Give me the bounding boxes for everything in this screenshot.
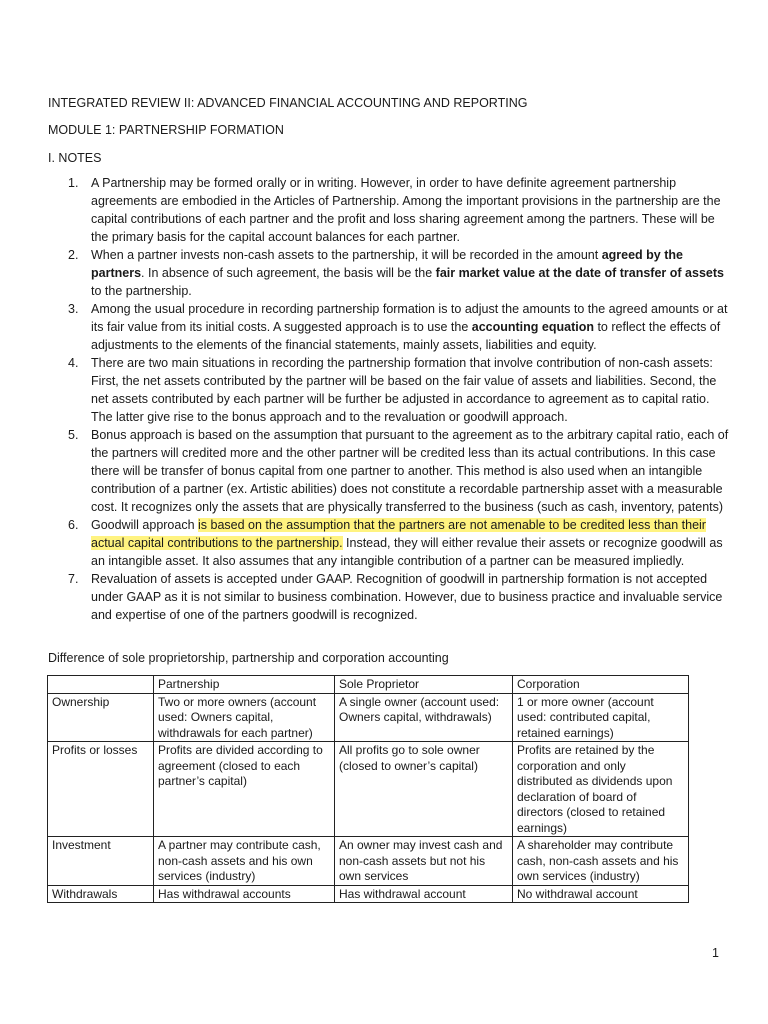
note-bold-text: agreed by the partners bbox=[91, 248, 683, 280]
note-item-1 bbox=[68, 174, 731, 246]
table-cell: A shareholder may contribute cash, non-cash assets and his own services (industry) bbox=[513, 837, 689, 886]
note-number: 1. bbox=[68, 176, 79, 190]
table-row bbox=[48, 837, 689, 886]
note-number: 6. bbox=[68, 518, 79, 532]
table-row bbox=[48, 693, 689, 742]
note-item-4 bbox=[68, 354, 731, 426]
table-row-label: Ownership bbox=[48, 693, 154, 742]
table-cell: A partner may contribute cash, non-cash assets and his own services (industry) bbox=[154, 837, 335, 886]
table-cell: All profits go to sole owner (closed to owner’s capital) bbox=[335, 742, 513, 837]
note-bold-text: fair market value at the date of transfer of assets bbox=[435, 266, 724, 280]
note-item-5 bbox=[68, 426, 731, 516]
table-header-cell: Corporation bbox=[513, 676, 689, 694]
note-number: 7. bbox=[68, 572, 79, 586]
section-heading: I. NOTES bbox=[48, 151, 102, 165]
note-bold-text: accounting equation bbox=[471, 320, 594, 334]
note-text: Goodwill approach bbox=[91, 518, 199, 532]
note-text: When a partner invests non-cash assets to the partnership, it will be recorded in the amount bbox=[91, 248, 602, 262]
note-item-3 bbox=[68, 300, 731, 354]
note-number: 2. bbox=[68, 248, 79, 262]
table-cell: Two or more owners (account used: Owners capital, withdrawals for each partner) bbox=[154, 693, 335, 742]
note-number: 4. bbox=[68, 356, 79, 370]
page-number: 1 bbox=[712, 946, 719, 960]
table-row-label: Withdrawals bbox=[48, 885, 154, 903]
table-cell: Has withdrawal account bbox=[335, 885, 513, 903]
note-text: to the partnership. bbox=[91, 284, 192, 298]
note-text: Instead, they will either revalue their assets or recognize goodwill as an intangible asset. It also assumes that any intangible contribution of a partner can be measured impliedly. bbox=[91, 536, 723, 568]
note-text: . In absence of such agreement, the basis will be the bbox=[141, 266, 436, 280]
note-number: 5. bbox=[68, 428, 79, 442]
table-header-row bbox=[48, 676, 689, 694]
table-cell: No withdrawal account bbox=[513, 885, 689, 903]
note-item-6 bbox=[68, 516, 731, 570]
highlighted-text: is based on the assumption that the partners are not amenable to be credited less than their actual capital contributions to the partnership. bbox=[91, 518, 706, 550]
comparison-table bbox=[47, 675, 689, 903]
table-row bbox=[48, 885, 689, 903]
note-text: There are two main situations in recording the partnership formation that involve contribution of non-cash assets: First, the net assets contributed by the partner will be based on the fair value of assets and liabilities. Second, the net assets contributed by each partner will be further be adjusted in accordance to agreement as to capital ratio. The latter give rise to the bonus approach and to the revaluation or goodwill approach. bbox=[91, 356, 717, 424]
note-text: Revaluation of assets is accepted under GAAP. Recognition of goodwill in partnership formation is not accepted under GAAP as it is not similar to business combination. However, due to business practice and invaluable service and expertise of one of the partners goodwill is recognized. bbox=[91, 572, 723, 622]
note-text: A Partnership may be formed orally or in writing. However, in order to have definite agreement partnership agreements are embodied in the Articles of Partnership. Among the important provisions in the partnership are the capital contributions of each partner and the profit and loss sharing agreement among the partners. These will be the primary basis for the capital account balances for each partner. bbox=[91, 176, 721, 244]
table-row bbox=[48, 742, 689, 837]
table-cell: Has withdrawal accounts bbox=[154, 885, 335, 903]
table-cell: Profits are retained by the corporation and only distributed as dividends upon declaration of board of directors (closed to retained earnings) bbox=[513, 742, 689, 837]
note-number: 3. bbox=[68, 302, 79, 316]
table-cell: 1 or more owner (account used: contributed capital, retained earnings) bbox=[513, 693, 689, 742]
table-cell: Profits are divided according to agreement (closed to each partner’s capital) bbox=[154, 742, 335, 837]
notes-list bbox=[68, 174, 731, 624]
table-header-cell: Partnership bbox=[154, 676, 335, 694]
note-text: to reflect the effects of adjustments to the elements of the financial statements, mainly assets, liabilities and equity. bbox=[91, 320, 721, 352]
table-cell: An owner may invest cash and non-cash assets but not his own services bbox=[335, 837, 513, 886]
note-item-2 bbox=[68, 246, 731, 300]
table-row-label: Investment bbox=[48, 837, 154, 886]
table-cell: A single owner (account used: Owners capital, withdrawals) bbox=[335, 693, 513, 742]
table-row-label: Profits or losses bbox=[48, 742, 154, 837]
note-item-7 bbox=[68, 570, 731, 624]
table-header-cell bbox=[48, 676, 154, 694]
document-title: INTEGRATED REVIEW II: ADVANCED FINANCIAL ACCOUNTING AND REPORTING bbox=[48, 96, 528, 110]
note-text: Among the usual procedure in recording partnership formation is to adjust the amounts to the agreed amounts or at its fair value from its initial costs. A suggested approach is to use the bbox=[91, 302, 728, 334]
module-heading: MODULE 1: PARTNERSHIP FORMATION bbox=[48, 123, 284, 137]
note-text: Bonus approach is based on the assumption that pursuant to the agreement as to the arbitrary capital ratio, each of the partners will credited more and the other partner will be credited less than its actual contributions. In this case there will be transfer of bonus capital from one partner to another. This method is also used when an intangible contribution of a partner (ex. Artistic abilities) does not constitute a recordable partnership asset with a measurable cost. It recognizes only the assets that are physically transferred to the business (such as cash, inventory, patents) bbox=[91, 428, 729, 514]
table-caption: Difference of sole proprietorship, partnership and corporation accounting bbox=[48, 651, 449, 665]
table-header-cell: Sole Proprietor bbox=[335, 676, 513, 694]
